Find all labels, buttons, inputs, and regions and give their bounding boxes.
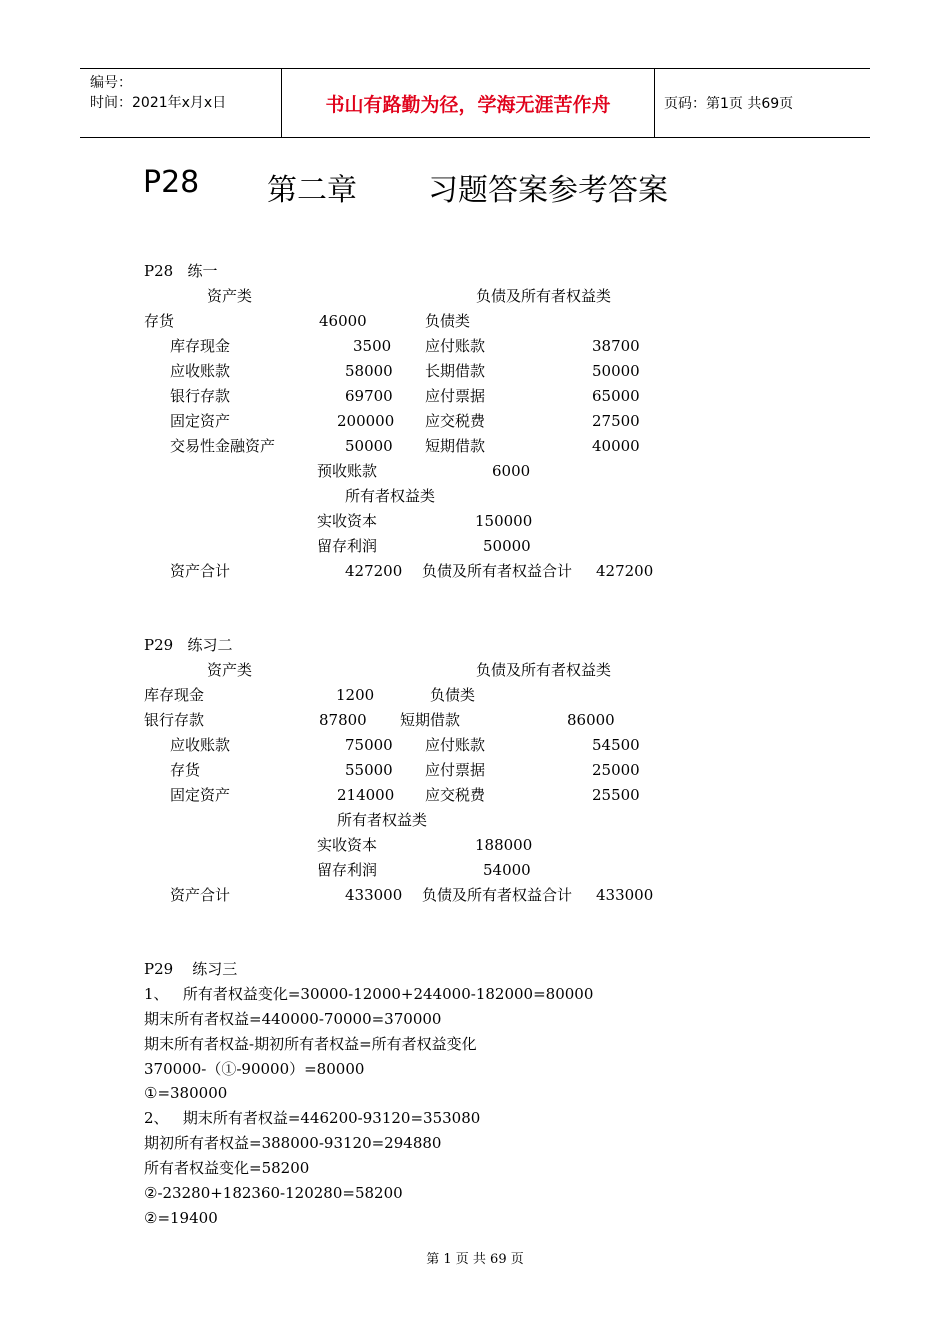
header-meta (90, 73, 226, 113)
assets-total-label: 资产合计 (170, 562, 231, 580)
equity-value: 50000 (483, 537, 531, 555)
asset-value: 3500 (353, 337, 392, 355)
asset-name: 交易性金融资产 (170, 437, 276, 455)
title-chapter: 第二章 (267, 173, 357, 208)
equity-header: 所有者权益类 (345, 487, 436, 505)
equity-name: 实收资本 (317, 512, 378, 530)
asset-value: 69700 (345, 387, 393, 405)
liability-name: 应交税费 (425, 786, 486, 804)
asset-name: 存货 (170, 761, 201, 779)
assets-header: 资产类 (207, 661, 253, 679)
assets-total-label: 资产合计 (170, 886, 231, 904)
liability-value: 40000 (592, 437, 640, 455)
asset-name: 银行存款 (170, 387, 231, 405)
liabilities-header: 负债及所有者权益类 (476, 287, 612, 305)
assets-total-value: 433000 (345, 886, 403, 904)
asset-name: 应收账款 (170, 736, 231, 754)
liability-value: 86000 (567, 711, 615, 729)
liabilities-total-value: 433000 (596, 886, 654, 904)
liability-value: 50000 (592, 362, 640, 380)
asset-value: 58000 (345, 362, 393, 380)
solution-line: 2、 期末所有者权益=446200-93120=353080 (144, 1109, 481, 1127)
exercise-title: P29 练习二 (144, 636, 233, 654)
title-page-ref: P28 (143, 165, 200, 200)
page-footer: 第 1 页 共 69 页 (426, 1252, 524, 1267)
liability-name: 应付账款 (425, 736, 486, 754)
liability-value: 54500 (592, 736, 640, 754)
solution-line: ②-23280+182360-120280=58200 (144, 1184, 403, 1202)
liability-value: 25000 (592, 761, 640, 779)
assets-header: 资产类 (207, 287, 253, 305)
page-header (80, 68, 870, 138)
liability-name: 应付账款 (425, 337, 486, 355)
liability-value: 27500 (592, 412, 640, 430)
asset-name: 应收账款 (170, 362, 231, 380)
asset-value: 214000 (337, 786, 395, 804)
solution-line: ①=380000 (144, 1084, 228, 1102)
equity-value: 150000 (475, 512, 533, 530)
assets-total-value: 427200 (345, 562, 403, 580)
equity-name: 留存利润 (317, 861, 378, 879)
solution-line: 所有者权益变化=58200 (144, 1159, 310, 1177)
header-page-info: 页码：第1页 共69页 (664, 96, 794, 112)
liabilities-subheader: 负债类 (430, 686, 476, 704)
equity-value: 54000 (483, 861, 531, 879)
exercise-title: P29 练习三 (144, 960, 238, 978)
asset-value: 87800 (319, 711, 367, 729)
asset-name: 库存现金 (170, 337, 231, 355)
asset-name: 固定资产 (170, 786, 231, 804)
liability-name: 短期借款 (425, 437, 486, 455)
asset-name: 银行存款 (144, 711, 205, 729)
liabilities-total-label: 负债及所有者权益合计 (422, 886, 573, 904)
liability-name: 应付票据 (425, 387, 486, 405)
liability-value: 65000 (592, 387, 640, 405)
liabilities-subheader: 负债类 (425, 312, 471, 330)
equity-name: 留存利润 (317, 537, 378, 555)
solution-line: ②=19400 (144, 1209, 218, 1227)
header-divider (654, 69, 655, 137)
header-number-label: 编号： (90, 75, 132, 91)
liability-value: 6000 (492, 462, 531, 480)
asset-value: 1200 (336, 686, 375, 704)
liability-name: 短期借款 (400, 711, 461, 729)
liability-value: 38700 (592, 337, 640, 355)
liability-value: 25500 (592, 786, 640, 804)
page-title: 习题答案参考答案 (428, 173, 668, 208)
asset-name: 存货 (144, 312, 175, 330)
exercise-title: P28 练一 (144, 262, 218, 280)
solution-line: 370000-（①-90000）=80000 (144, 1060, 365, 1078)
solution-line: 1、 所有者权益变化=30000-12000+244000-182000=80000 (144, 985, 594, 1003)
asset-value: 75000 (345, 736, 393, 754)
asset-value: 46000 (319, 312, 367, 330)
asset-value: 55000 (345, 761, 393, 779)
asset-name: 固定资产 (170, 412, 231, 430)
liability-name: 应交税费 (425, 412, 486, 430)
solution-line: 期初所有者权益=388000-93120=294880 (144, 1134, 442, 1152)
header-date-label: 时间：2021年x月x日 (90, 95, 227, 111)
liability-name: 应付票据 (425, 761, 486, 779)
asset-value: 50000 (345, 437, 393, 455)
liability-name: 预收账款 (317, 462, 378, 480)
solution-line: 期末所有者权益-期初所有者权益=所有者权益变化 (144, 1035, 477, 1053)
liability-name: 长期借款 (425, 362, 486, 380)
asset-name: 库存现金 (144, 686, 205, 704)
solution-line: 期末所有者权益=440000-70000=370000 (144, 1010, 442, 1028)
equity-value: 188000 (475, 836, 533, 854)
equity-name: 实收资本 (317, 836, 378, 854)
header-motto: 书山有路勤为径，学海无涯苦作舟 (325, 93, 611, 116)
equity-header: 所有者权益类 (337, 811, 428, 829)
asset-value: 200000 (337, 412, 395, 430)
liabilities-total-value: 427200 (596, 562, 654, 580)
liabilities-header: 负债及所有者权益类 (476, 661, 612, 679)
liabilities-total-label: 负债及所有者权益合计 (422, 562, 573, 580)
